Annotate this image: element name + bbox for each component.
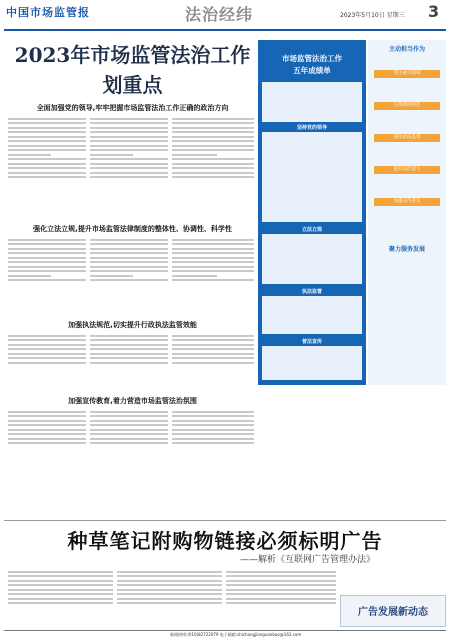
- text-line: [90, 411, 168, 413]
- text-line: [172, 429, 254, 431]
- section-divider: [4, 520, 446, 521]
- body-column: [172, 115, 254, 215]
- text-line: [90, 420, 168, 422]
- text-line: [8, 589, 113, 591]
- body-column: [8, 115, 86, 215]
- body-column: [8, 568, 113, 626]
- footer-text: 新闻热线:(010)82722079 电子邮箱:shichangjianguanbao@163.com: [170, 632, 302, 637]
- text-line: [8, 580, 113, 582]
- text-line: [8, 176, 86, 178]
- text-line: [172, 275, 217, 277]
- text-line: [8, 424, 86, 426]
- text-line: [117, 589, 222, 591]
- text-line: [90, 136, 168, 138]
- body-column: [117, 568, 222, 626]
- text-line: [172, 353, 254, 355]
- text-line: [8, 433, 86, 435]
- text-line: [8, 593, 113, 595]
- text-line: [90, 131, 168, 133]
- text-line: [172, 261, 254, 263]
- text-line: [172, 335, 254, 337]
- infographic-heading: 坚持党的领导: [296, 125, 327, 131]
- text-line: [172, 279, 254, 281]
- text-line: [8, 136, 86, 138]
- article-title-line1: 2023年市场监管法治工作: [14, 43, 251, 67]
- text-line: [172, 239, 254, 241]
- text-line: [90, 118, 168, 120]
- text-line: [8, 411, 86, 413]
- infographic-block: [262, 82, 362, 122]
- page-number: 3: [428, 2, 440, 21]
- text-line: [8, 602, 113, 604]
- section-heading-3: 加强执法规范,切实提升行政执法监管效能: [68, 321, 197, 329]
- body-column: [8, 236, 86, 312]
- text-line: [172, 248, 254, 250]
- text-line: [172, 257, 254, 259]
- text-line: [90, 344, 168, 346]
- text-line: [8, 442, 86, 444]
- text-line: [8, 584, 113, 586]
- text-line: [90, 257, 168, 259]
- text-line: [8, 118, 86, 120]
- text-line: [172, 154, 217, 156]
- text-line: [8, 420, 86, 422]
- text-line: [172, 118, 254, 120]
- text-line: [117, 598, 222, 600]
- text-line: [90, 433, 168, 435]
- body-column: [90, 408, 168, 468]
- text-line: [90, 362, 168, 364]
- text-line: [172, 433, 254, 435]
- text-line: [90, 154, 133, 156]
- text-line: [172, 140, 254, 142]
- text-line: [8, 279, 86, 281]
- text-line: [90, 357, 168, 359]
- section-title: 法治经纬: [185, 5, 254, 24]
- section-heading-1: 全面加强党的领导,牢牢把握市场监管法治工作正确的政治方向: [36, 104, 229, 112]
- text-line: [172, 339, 254, 341]
- sidebar-tag: 提升法治能力: [374, 166, 440, 174]
- infographic-block: [262, 234, 362, 284]
- text-line: [8, 348, 86, 350]
- text-line: [8, 270, 86, 272]
- text-line: [172, 420, 254, 422]
- text-line: [90, 127, 168, 129]
- text-line: [172, 167, 254, 169]
- text-line: [8, 357, 86, 359]
- text-line: [90, 145, 168, 147]
- text-line: [117, 580, 222, 582]
- sidebar-tag: 突出重点领域: [374, 70, 440, 78]
- text-line: [8, 275, 51, 277]
- body-column: [172, 332, 254, 386]
- text-line: [226, 602, 336, 604]
- text-line: [117, 602, 222, 604]
- text-line: [90, 172, 168, 174]
- text-line: [90, 429, 168, 431]
- feature-badge-label: 广告发展新动态: [358, 607, 428, 618]
- text-line: [172, 424, 254, 426]
- infographic-title-line1: 市场监管法治工作: [282, 54, 342, 63]
- text-line: [226, 589, 336, 591]
- body-column: [226, 568, 336, 626]
- infographic-heading: 普法宣传: [301, 339, 322, 345]
- text-line: [90, 261, 168, 263]
- text-line: [8, 127, 86, 129]
- text-line: [172, 131, 254, 133]
- text-line: [90, 243, 168, 245]
- text-line: [90, 176, 168, 178]
- text-line: [8, 163, 86, 165]
- sidebar-tag: 强化执法监督: [374, 134, 440, 142]
- text-line: [8, 158, 86, 160]
- text-line: [172, 362, 254, 364]
- text-line: [8, 571, 113, 573]
- text-line: [117, 575, 222, 577]
- text-line: [172, 266, 254, 268]
- text-line: [172, 127, 254, 129]
- text-line: [226, 593, 336, 595]
- text-line: [90, 252, 168, 254]
- text-line: [172, 149, 254, 151]
- text-line: [172, 176, 254, 178]
- text-line: [8, 140, 86, 142]
- text-line: [90, 167, 168, 169]
- section-heading-2: 强化立法立规,提升市场监管法律制度的整体性、协调性、科学性: [33, 225, 232, 233]
- infographic-heading: 立法立规: [301, 227, 322, 233]
- text-line: [172, 172, 254, 174]
- text-line: [90, 239, 168, 241]
- text-line: [117, 593, 222, 595]
- sidebar-tag: 加强宣传普及: [374, 198, 440, 206]
- text-line: [8, 248, 86, 250]
- body-column: [8, 332, 86, 386]
- text-line: [172, 442, 254, 444]
- body-column: [172, 408, 254, 468]
- text-line: [8, 131, 86, 133]
- article-title-line2: 划重点: [102, 73, 163, 97]
- text-line: [8, 145, 86, 147]
- infographic-block: [262, 296, 362, 334]
- text-line: [90, 438, 168, 440]
- text-line: [90, 335, 168, 337]
- newspaper-brand: 中国市场监管报: [6, 6, 90, 19]
- sidebar-heading: 聚力服务发展: [388, 246, 425, 253]
- text-line: [8, 252, 86, 254]
- text-line: [8, 239, 86, 241]
- text-line: [172, 357, 254, 359]
- infographic-block: [262, 346, 362, 380]
- text-line: [8, 167, 86, 169]
- text-line: [8, 335, 86, 337]
- sidebar-heading: 主动担当作为: [388, 46, 425, 53]
- text-line: [172, 163, 254, 165]
- text-line: [8, 243, 86, 245]
- text-line: [90, 270, 168, 272]
- text-line: [8, 266, 86, 268]
- text-line: [172, 145, 254, 147]
- bottom-article-title: 种草笔记附购物链接必须标明广告: [67, 529, 383, 553]
- bottom-article-subtitle: ——解析《互联网广告管理办法》: [240, 555, 376, 565]
- text-line: [90, 424, 168, 426]
- infographic-title-line2: 五年成绩单: [293, 66, 331, 75]
- text-line: [8, 429, 86, 431]
- text-line: [172, 348, 254, 350]
- body-column: [90, 115, 168, 215]
- text-line: [90, 279, 168, 281]
- text-line: [8, 415, 86, 417]
- text-line: [8, 149, 86, 151]
- text-line: [172, 158, 254, 160]
- text-line: [90, 339, 168, 341]
- text-line: [172, 411, 254, 413]
- text-line: [90, 266, 168, 268]
- text-line: [8, 122, 86, 124]
- text-line: [90, 149, 168, 151]
- infographic-block: [262, 132, 362, 222]
- text-line: [172, 438, 254, 440]
- text-line: [90, 353, 168, 355]
- body-column: [90, 236, 168, 312]
- text-line: [90, 140, 168, 142]
- text-line: [226, 580, 336, 582]
- text-line: [8, 362, 86, 364]
- text-line: [117, 571, 222, 573]
- text-line: [8, 353, 86, 355]
- text-line: [90, 248, 168, 250]
- text-line: [8, 575, 113, 577]
- text-line: [90, 275, 133, 277]
- sidebar-tag: 完善制度规范: [374, 102, 440, 110]
- text-line: [90, 442, 168, 444]
- text-line: [172, 344, 254, 346]
- text-line: [8, 261, 86, 263]
- text-line: [172, 415, 254, 417]
- text-line: [226, 571, 336, 573]
- text-line: [8, 344, 86, 346]
- text-line: [172, 270, 254, 272]
- text-line: [8, 339, 86, 341]
- text-line: [8, 172, 86, 174]
- text-line: [172, 243, 254, 245]
- text-line: [90, 163, 168, 165]
- text-line: [226, 584, 336, 586]
- text-line: [8, 598, 113, 600]
- infographic-heading: 执法监督: [301, 289, 322, 295]
- dateline: 2023年5月10日 星期三: [340, 12, 405, 19]
- body-column: [172, 236, 254, 312]
- text-line: [117, 584, 222, 586]
- text-line: [8, 154, 51, 156]
- body-column: [8, 408, 86, 468]
- text-line: [226, 575, 336, 577]
- body-column: [90, 332, 168, 386]
- sidebar-column: [368, 40, 446, 385]
- section-heading-4: 加强宣传教育,着力营造市场监管法治氛围: [68, 397, 197, 405]
- masthead-rule: [4, 29, 446, 31]
- text-line: [8, 257, 86, 259]
- text-line: [90, 348, 168, 350]
- text-line: [172, 252, 254, 254]
- text-line: [90, 158, 168, 160]
- text-line: [226, 598, 336, 600]
- text-line: [90, 122, 168, 124]
- text-line: [90, 415, 168, 417]
- text-line: [8, 438, 86, 440]
- text-line: [172, 122, 254, 124]
- text-line: [172, 136, 254, 138]
